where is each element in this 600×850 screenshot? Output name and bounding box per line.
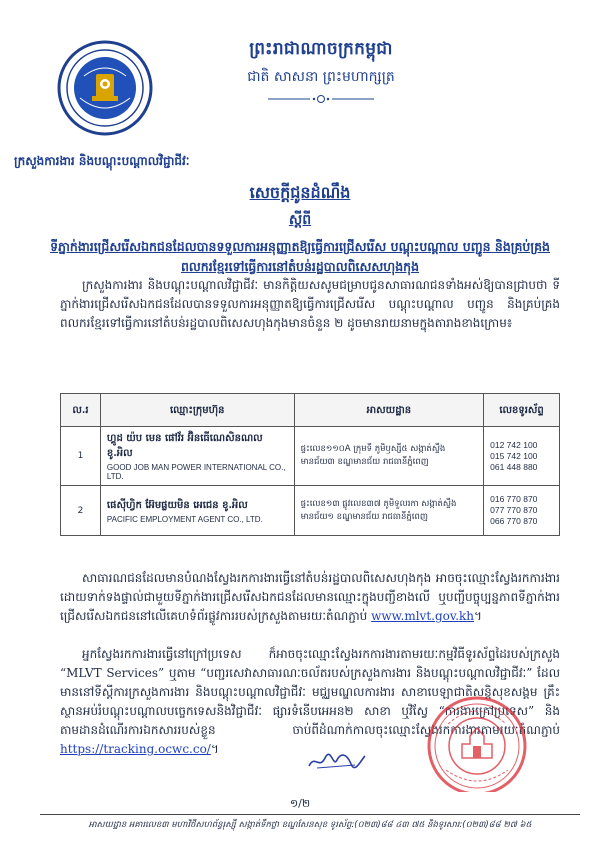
row-number: 2 xyxy=(61,486,101,536)
phone-number: 066 770 870 xyxy=(490,516,538,526)
phone-number: 016 770 870 xyxy=(490,494,538,504)
header-number: ល.រ xyxy=(61,394,101,427)
header-phone: លេខទូរស័ព្ទ xyxy=(484,394,560,427)
company-cell xyxy=(100,427,294,486)
agents-table xyxy=(60,393,560,536)
header-address: អាសយដ្ឋាន xyxy=(294,394,484,427)
table-row xyxy=(61,427,560,486)
page-number: ១/២ xyxy=(289,797,311,810)
row-number: 1 xyxy=(61,427,101,486)
kingdom-title: ព្រះរាជាណាចក្រកម្ពុជា xyxy=(249,39,393,59)
notice-title: សេចក្តីជូនដំណឹង xyxy=(249,183,351,202)
phone-number: 012 742 100 xyxy=(490,439,538,450)
footer-address: អាសយដ្ឋាន អគារលេខ៣ មហាវិថីសហព័ន្ធរុស្ស៊ី សង្កាត់ទឹកថ្លា ខណ្ឌសែនសុខ ទូរស័ព្ទ:(០២៣)៨៨ ៤៣ ៧៥ និងទូរសារ:(០២៣)៨៨ ២៧ ៦៥ xyxy=(88,820,532,830)
footer-divider xyxy=(40,814,580,815)
sentence-end: ។ xyxy=(210,742,219,756)
notice-about: ស្តីពី xyxy=(288,212,312,228)
phone-cell xyxy=(484,427,560,486)
phone-number: 077 770 870 xyxy=(490,505,538,515)
notice-subject: ទីភ្នាក់ងារជ្រើសរើសឯកជនដែលបានទទួលការអនុញ្ញាតឱ្យធ្វើការជ្រើសរើស បណ្តុះបណ្តាល បញ្ជូន និងគ្រប់គ្រងពលករខ្មែរទៅធ្វើការនៅតំបន់រដ្ឋបាលពិសេសហុងកុង xyxy=(50,239,550,274)
ministry-logo xyxy=(56,38,154,142)
table-row xyxy=(61,486,560,536)
company-name-khmer: ផេស៊ីហ្វិក អ៊ែមផ្លយមិន អេជេន ខូ.អិល xyxy=(106,499,248,511)
signature xyxy=(307,750,367,772)
ministry-website-link[interactable]: www.mlvt.gov.kh xyxy=(371,609,475,623)
official-seal xyxy=(418,688,536,792)
ministry-name: ក្រសួងការងារ និងបណ្តុះបណ្តាលវិជ្ជាជីវៈ xyxy=(14,154,190,168)
intro-paragraph: ក្រសួងការងារ និងបណ្តុះបណ្តាលវិជ្ជាជីវៈ មានកិត្តិយសសូមជម្រាបជូនសាធារណជនទាំងអស់ឱ្យបានជ្រាបថា ទីភ្នាក់ងារជ្រើសរើសឯកជនដែលបានទទួលការអនុញ្ញាតឱ្យធ្វើការជ្រើសរើស បណ្តុះបណ្តាល បញ្ជូន និងគ្រប់គ្រងពលករខ្មែរទៅធ្វើការនៅតំបន់រដ្ឋបាលពិសេសហុងកុងមានចំនួន ២ ដូចមានរាយនាមក្នុងតារាងខាងក្រោម៖ xyxy=(60,278,560,330)
table-header-row xyxy=(61,394,560,427)
phone-number: 061 448 880 xyxy=(490,461,538,472)
notice-heading xyxy=(40,182,560,277)
company-name-english: PACIFIC EMPLOYMENT AGENT CO., LTD. xyxy=(106,514,263,524)
kingdom-header xyxy=(196,38,446,104)
tracking-link[interactable]: https://tracking.ocwc.co/ xyxy=(60,742,211,756)
address-cell: ផ្ទះលេខ១១០A ក្រុមទី ភូមិឫស្សី៥ សង្កាត់ស្ទឹងមានជ័យ៣ ខណ្ឌមានជ័យ រាជធានីភ្នំពេញ xyxy=(294,427,484,486)
kingdom-motto: ជាតិ សាសនា ព្រះមហាក្សត្រ xyxy=(247,69,395,85)
company-name-english: GOOD JOB MAN POWER INTERNATIONAL CO., LTD. xyxy=(106,463,286,481)
address-cell: ផ្ទះលេខ១៣ ផ្លូវលេខ៣៧ ភូមិទួលរកា សង្កាត់ស្ទឹងមានជ័យ១ ខណ្ឌមានជ័យ រាជធានីភ្នំពេញ xyxy=(294,486,484,536)
company-cell xyxy=(100,486,294,536)
company-name-khmer: ហ្គូដ យ៉ប មេន ផៅវ័រ អ៊ិនធើណេសិនណល ខូ.អិល xyxy=(106,433,263,459)
ornament-divider xyxy=(266,94,376,104)
phone-number: 015 742 100 xyxy=(490,450,538,461)
phone-cell xyxy=(484,486,560,536)
public-info-text: សាធារណជនដែលមានបំណងស្វែងរកការងារធ្វើនៅតំបន់រដ្ឋបាលពិសេសហុងកុង អាចចុះឈ្មោះស្វែងរកការងារដោយទាក់ទងផ្ទាល់ជាមួយទីភ្នាក់ងារជ្រើសរើសឯកជនដែលមានឈ្មោះក្នុងបញ្ជីខាងលើ ឬបញ្ជីបច្ចុប្បន្នភាពទីភ្នាក់ងារជ្រើសរើសឯកជននៅលើគេហទំព័រផ្លូវការរបស់ក្រសួងតាមរយៈតំណភ្ជាប់ xyxy=(60,571,560,623)
sentence-end: ។ xyxy=(474,609,482,623)
public-info-paragraph xyxy=(60,569,560,626)
header-company-name: ឈ្មោះក្រុមហ៊ុន xyxy=(100,394,294,427)
registration-text: អ្នកស្វែងរកការងារធ្វើនៅក្រៅប្រទេស ក៏អាចចុះឈ្មោះស្វែងរកការងារតាមរយៈកម្មវិធីទូរស័ព្ទដៃរបស់ក្រសួង “MLVT Services” ឬតាម “បញ្ជរសេវាសាធារណៈចល័តរបស់ក្រសួងការងារ និងបណ្តុះបណ្តាលវិជ្ជាជីវៈ” ដែលមាននៅទីស្តីការក្រសួងការងារ និងបណ្តុះបណ្តាលវិជ្ជាជីវៈ មជ្ឈមណ្ឌលការងារ សាខាបេឡាជាតិសន្តិសុខសង្គម គ្រឹះស្ថានអប់រំបណ្តុះបណ្តាលបច្ចេកទេសនិងវិជ្ជាជីវៈ ផ្សារទំនើបអេអន២ សាខា ឬវិស្វែ “ការងារក្រៅប្រទេស” និងតាមដានដំណើរការឯកសាររបស់ខ្លួន ចាប់ពីដំណាក់កាលចុះឈ្មោះស្វែងរកការងារតាមរយៈតំណភ្ជាប់ xyxy=(60,647,560,737)
